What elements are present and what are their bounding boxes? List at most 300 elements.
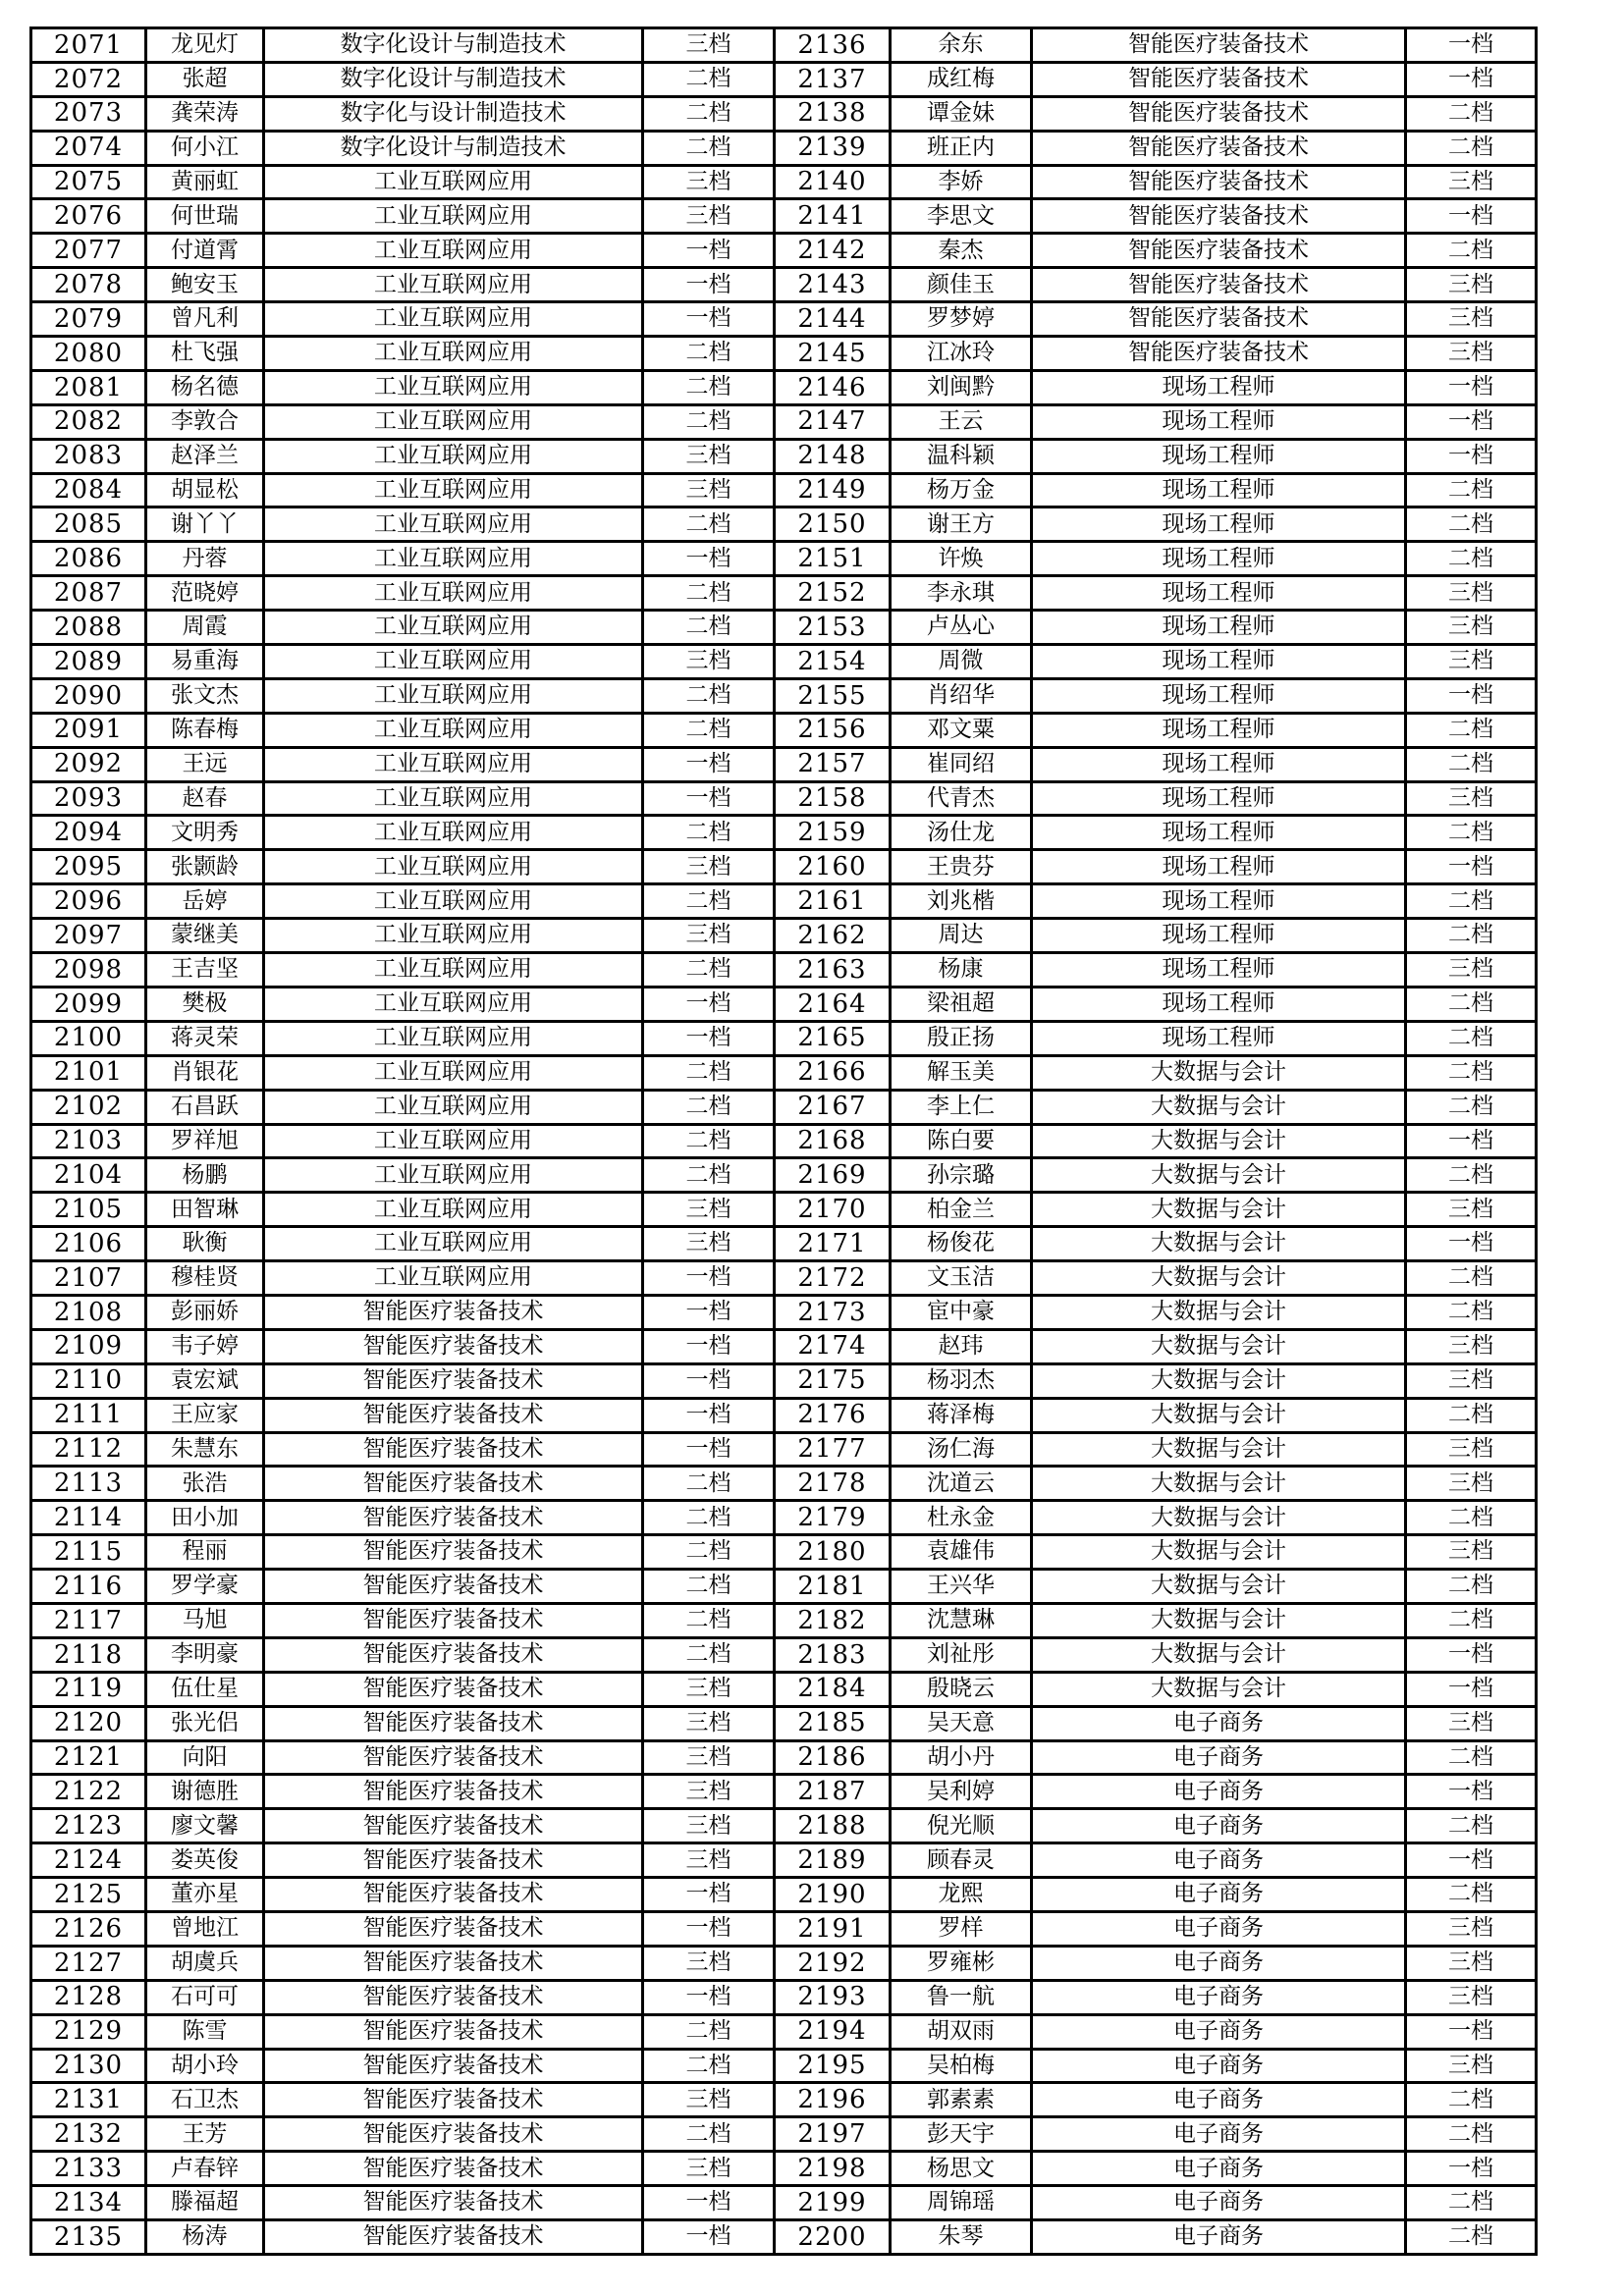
right-major-name: 智能医疗装备技术 xyxy=(1032,268,1406,302)
right-tier-label: 二档 xyxy=(1406,1809,1537,1843)
right-student-name: 成红梅 xyxy=(891,62,1032,96)
left-student-name: 石可可 xyxy=(146,1980,264,2014)
right-student-id: 2178 xyxy=(775,1467,891,1501)
right-student-name: 李上仁 xyxy=(891,1090,1032,1124)
right-student-id: 2151 xyxy=(775,542,891,576)
left-student-id: 2094 xyxy=(31,816,146,850)
right-major-name: 现场工程师 xyxy=(1032,953,1406,988)
right-student-name: 袁雄伟 xyxy=(891,1535,1032,1570)
right-student-id: 2193 xyxy=(775,1980,891,2014)
left-student-id: 2071 xyxy=(31,28,146,63)
left-student-id: 2125 xyxy=(31,1878,146,1912)
left-student-name: 范晓婷 xyxy=(146,576,264,611)
right-student-id: 2155 xyxy=(775,678,891,713)
right-major-name: 智能医疗装备技术 xyxy=(1032,131,1406,165)
left-student-id: 2116 xyxy=(31,1570,146,1604)
right-tier-label: 二档 xyxy=(1406,2117,1537,2152)
left-tier-label: 一档 xyxy=(643,747,775,781)
right-major-name: 现场工程师 xyxy=(1032,370,1406,404)
right-student-name: 解玉美 xyxy=(891,1055,1032,1090)
right-tier-label: 二档 xyxy=(1406,1021,1537,1055)
right-student-name: 杨万金 xyxy=(891,473,1032,507)
left-student-name: 石卫杰 xyxy=(146,2083,264,2117)
table-row xyxy=(31,987,1537,1021)
left-student-name: 李敦合 xyxy=(146,404,264,439)
left-student-id: 2095 xyxy=(31,850,146,884)
right-major-name: 大数据与会计 xyxy=(1032,1637,1406,1672)
right-major-name: 大数据与会计 xyxy=(1032,1193,1406,1227)
right-major-name: 现场工程师 xyxy=(1032,439,1406,473)
left-student-name: 黄丽虹 xyxy=(146,165,264,199)
left-major-name: 工业互联网应用 xyxy=(264,816,643,850)
right-student-name: 周微 xyxy=(891,645,1032,679)
right-student-name: 胡小丹 xyxy=(891,1740,1032,1775)
right-student-id: 2191 xyxy=(775,1911,891,1946)
right-student-name: 许焕 xyxy=(891,542,1032,576)
left-tier-label: 一档 xyxy=(643,1329,775,1363)
right-major-name: 现场工程师 xyxy=(1032,576,1406,611)
left-major-name: 工业互联网应用 xyxy=(264,1124,643,1158)
left-student-name: 何世瑞 xyxy=(146,199,264,234)
table-row xyxy=(31,96,1537,131)
right-major-name: 大数据与会计 xyxy=(1032,1363,1406,1398)
left-student-name: 谢丫丫 xyxy=(146,507,264,542)
right-tier-label: 二档 xyxy=(1406,816,1537,850)
table-row xyxy=(31,576,1537,611)
left-tier-label: 二档 xyxy=(643,1055,775,1090)
right-student-name: 余东 xyxy=(891,28,1032,63)
left-tier-label: 二档 xyxy=(643,2014,775,2049)
left-student-name: 罗祥旭 xyxy=(146,1124,264,1158)
right-student-name: 柏金兰 xyxy=(891,1193,1032,1227)
left-tier-label: 一档 xyxy=(643,542,775,576)
right-student-id: 2174 xyxy=(775,1329,891,1363)
right-tier-label: 二档 xyxy=(1406,1158,1537,1193)
right-student-id: 2187 xyxy=(775,1775,891,1809)
left-tier-label: 一档 xyxy=(643,1980,775,2014)
left-student-name: 彭丽娇 xyxy=(146,1295,264,1329)
left-student-name: 田智琳 xyxy=(146,1193,264,1227)
right-major-name: 现场工程师 xyxy=(1032,884,1406,919)
right-student-id: 2149 xyxy=(775,473,891,507)
left-student-id: 2114 xyxy=(31,1501,146,1535)
right-major-name: 大数据与会计 xyxy=(1032,1227,1406,1261)
right-major-name: 大数据与会计 xyxy=(1032,1124,1406,1158)
left-student-name: 赵春 xyxy=(146,781,264,816)
left-major-name: 工业互联网应用 xyxy=(264,542,643,576)
right-student-name: 蒋泽梅 xyxy=(891,1398,1032,1432)
left-tier-label: 二档 xyxy=(643,1090,775,1124)
right-student-id: 2199 xyxy=(775,2186,891,2220)
left-tier-label: 二档 xyxy=(643,1124,775,1158)
left-student-name: 谢德胜 xyxy=(146,1775,264,1809)
left-major-name: 工业互联网应用 xyxy=(264,884,643,919)
left-student-id: 2121 xyxy=(31,1740,146,1775)
left-student-id: 2084 xyxy=(31,473,146,507)
left-student-id: 2122 xyxy=(31,1775,146,1809)
right-major-name: 现场工程师 xyxy=(1032,611,1406,645)
right-student-name: 杨康 xyxy=(891,953,1032,988)
left-tier-label: 三档 xyxy=(643,850,775,884)
left-major-name: 工业互联网应用 xyxy=(264,1193,643,1227)
right-tier-label: 二档 xyxy=(1406,1501,1537,1535)
right-student-name: 梁祖超 xyxy=(891,987,1032,1021)
table-row xyxy=(31,611,1537,645)
left-major-name: 智能医疗装备技术 xyxy=(264,1570,643,1604)
right-student-name: 谭金妹 xyxy=(891,96,1032,131)
left-tier-label: 一档 xyxy=(643,2220,775,2255)
right-tier-label: 二档 xyxy=(1406,1295,1537,1329)
left-student-id: 2120 xyxy=(31,1706,146,1740)
right-major-name: 现场工程师 xyxy=(1032,404,1406,439)
table-row xyxy=(31,542,1537,576)
left-tier-label: 二档 xyxy=(643,404,775,439)
right-major-name: 现场工程师 xyxy=(1032,678,1406,713)
right-student-name: 文玉洁 xyxy=(891,1261,1032,1296)
right-student-id: 2181 xyxy=(775,1570,891,1604)
right-student-name: 鲁一航 xyxy=(891,1980,1032,2014)
table-row xyxy=(31,678,1537,713)
table-row xyxy=(31,850,1537,884)
left-student-id: 2107 xyxy=(31,1261,146,1296)
left-major-name: 智能医疗装备技术 xyxy=(264,2220,643,2255)
right-student-name: 刘闽黔 xyxy=(891,370,1032,404)
right-tier-label: 二档 xyxy=(1406,2220,1537,2255)
table-row xyxy=(31,1740,1537,1775)
left-student-name: 杜飞强 xyxy=(146,337,264,371)
right-student-id: 2185 xyxy=(775,1706,891,1740)
table-row xyxy=(31,1021,1537,1055)
table-row xyxy=(31,1398,1537,1432)
table-row xyxy=(31,337,1537,371)
right-student-id: 2194 xyxy=(775,2014,891,2049)
right-student-name: 罗梦婷 xyxy=(891,302,1032,337)
left-student-id: 2109 xyxy=(31,1329,146,1363)
left-student-id: 2098 xyxy=(31,953,146,988)
right-tier-label: 二档 xyxy=(1406,234,1537,268)
right-major-name: 大数据与会计 xyxy=(1032,1672,1406,1706)
right-student-id: 2169 xyxy=(775,1158,891,1193)
right-student-name: 杜永金 xyxy=(891,1501,1032,1535)
left-student-name: 滕福超 xyxy=(146,2186,264,2220)
left-major-name: 智能医疗装备技术 xyxy=(264,2083,643,2117)
right-student-id: 2152 xyxy=(775,576,891,611)
table-row xyxy=(31,62,1537,96)
right-student-name: 王贵芬 xyxy=(891,850,1032,884)
left-tier-label: 一档 xyxy=(643,2186,775,2220)
right-student-name: 颜佳玉 xyxy=(891,268,1032,302)
right-student-id: 2200 xyxy=(775,2220,891,2255)
left-major-name: 工业互联网应用 xyxy=(264,370,643,404)
right-student-name: 杨羽杰 xyxy=(891,1363,1032,1398)
right-student-name: 郭素素 xyxy=(891,2083,1032,2117)
table-row xyxy=(31,2220,1537,2255)
right-student-name: 赵玮 xyxy=(891,1329,1032,1363)
left-tier-label: 二档 xyxy=(643,953,775,988)
left-major-name: 智能医疗装备技术 xyxy=(264,1843,643,1878)
right-major-name: 大数据与会计 xyxy=(1032,1501,1406,1535)
left-student-name: 樊极 xyxy=(146,987,264,1021)
left-student-name: 杨名德 xyxy=(146,370,264,404)
left-student-id: 2097 xyxy=(31,919,146,953)
left-student-name: 娄英俊 xyxy=(146,1843,264,1878)
right-tier-label: 三档 xyxy=(1406,2049,1537,2083)
right-major-name: 电子商务 xyxy=(1032,1911,1406,1946)
left-major-name: 工业互联网应用 xyxy=(264,268,643,302)
right-student-id: 2143 xyxy=(775,268,891,302)
right-tier-label: 二档 xyxy=(1406,1261,1537,1296)
left-tier-label: 二档 xyxy=(643,507,775,542)
table-row xyxy=(31,919,1537,953)
left-major-name: 工业互联网应用 xyxy=(264,1261,643,1296)
right-major-name: 大数据与会计 xyxy=(1032,1570,1406,1604)
left-tier-label: 二档 xyxy=(643,1603,775,1637)
left-tier-label: 二档 xyxy=(643,884,775,919)
left-tier-label: 三档 xyxy=(643,1706,775,1740)
table-row xyxy=(31,507,1537,542)
left-tier-label: 二档 xyxy=(643,576,775,611)
left-tier-label: 三档 xyxy=(643,919,775,953)
left-student-id: 2096 xyxy=(31,884,146,919)
table-row xyxy=(31,1637,1537,1672)
right-student-id: 2156 xyxy=(775,713,891,747)
left-major-name: 智能医疗装备技术 xyxy=(264,1363,643,1398)
right-tier-label: 二档 xyxy=(1406,1603,1537,1637)
right-tier-label: 一档 xyxy=(1406,678,1537,713)
table-row xyxy=(31,2152,1537,2186)
right-student-id: 2153 xyxy=(775,611,891,645)
right-tier-label: 二档 xyxy=(1406,1055,1537,1090)
left-tier-label: 一档 xyxy=(643,1295,775,1329)
right-tier-label: 三档 xyxy=(1406,1911,1537,1946)
left-student-id: 2100 xyxy=(31,1021,146,1055)
right-tier-label: 二档 xyxy=(1406,884,1537,919)
left-major-name: 工业互联网应用 xyxy=(264,953,643,988)
left-student-name: 胡虞兵 xyxy=(146,1946,264,1980)
table-row xyxy=(31,1878,1537,1912)
right-student-id: 2197 xyxy=(775,2117,891,2152)
left-major-name: 工业互联网应用 xyxy=(264,919,643,953)
left-major-name: 工业互联网应用 xyxy=(264,1055,643,1090)
right-tier-label: 一档 xyxy=(1406,1227,1537,1261)
left-student-name: 杨鹏 xyxy=(146,1158,264,1193)
right-major-name: 电子商务 xyxy=(1032,1878,1406,1912)
left-student-name: 易重海 xyxy=(146,645,264,679)
right-student-id: 2189 xyxy=(775,1843,891,1878)
table-row xyxy=(31,1535,1537,1570)
left-student-id: 2090 xyxy=(31,678,146,713)
left-tier-label: 一档 xyxy=(643,1261,775,1296)
left-tier-label: 三档 xyxy=(643,1740,775,1775)
left-tier-label: 一档 xyxy=(643,1398,775,1432)
right-major-name: 电子商务 xyxy=(1032,2220,1406,2255)
right-tier-label: 二档 xyxy=(1406,542,1537,576)
table-row xyxy=(31,1570,1537,1604)
left-tier-label: 一档 xyxy=(643,987,775,1021)
left-major-name: 工业互联网应用 xyxy=(264,473,643,507)
right-student-id: 2183 xyxy=(775,1637,891,1672)
table-row xyxy=(31,439,1537,473)
right-major-name: 智能医疗装备技术 xyxy=(1032,199,1406,234)
left-student-id: 2073 xyxy=(31,96,146,131)
left-student-name: 周霞 xyxy=(146,611,264,645)
table-row xyxy=(31,713,1537,747)
left-student-name: 付道霄 xyxy=(146,234,264,268)
table-row xyxy=(31,131,1537,165)
right-tier-label: 一档 xyxy=(1406,199,1537,234)
right-tier-label: 一档 xyxy=(1406,850,1537,884)
right-student-name: 殷正扬 xyxy=(891,1021,1032,1055)
left-student-id: 2103 xyxy=(31,1124,146,1158)
right-major-name: 电子商务 xyxy=(1032,2117,1406,2152)
left-major-name: 智能医疗装备技术 xyxy=(264,1398,643,1432)
left-student-id: 2118 xyxy=(31,1637,146,1672)
left-major-name: 工业互联网应用 xyxy=(264,1158,643,1193)
left-student-name: 廖文馨 xyxy=(146,1809,264,1843)
left-student-name: 伍仕星 xyxy=(146,1672,264,1706)
table-row xyxy=(31,1227,1537,1261)
right-tier-label: 一档 xyxy=(1406,1124,1537,1158)
right-student-name: 孙宗璐 xyxy=(891,1158,1032,1193)
right-student-id: 2190 xyxy=(775,1878,891,1912)
table-row xyxy=(31,645,1537,679)
left-major-name: 工业互联网应用 xyxy=(264,1090,643,1124)
left-student-name: 曾凡利 xyxy=(146,302,264,337)
left-student-id: 2078 xyxy=(31,268,146,302)
left-tier-label: 二档 xyxy=(643,370,775,404)
left-tier-label: 二档 xyxy=(643,2049,775,2083)
right-student-id: 2195 xyxy=(775,2049,891,2083)
right-student-id: 2141 xyxy=(775,199,891,234)
left-student-name: 王芳 xyxy=(146,2117,264,2152)
right-student-id: 2175 xyxy=(775,1363,891,1398)
table-row xyxy=(31,1843,1537,1878)
right-tier-label: 二档 xyxy=(1406,1398,1537,1432)
right-student-id: 2166 xyxy=(775,1055,891,1090)
right-tier-label: 三档 xyxy=(1406,1467,1537,1501)
left-student-id: 2131 xyxy=(31,2083,146,2117)
right-tier-label: 二档 xyxy=(1406,1740,1537,1775)
table-row xyxy=(31,1295,1537,1329)
right-tier-label: 二档 xyxy=(1406,2186,1537,2220)
right-major-name: 智能医疗装备技术 xyxy=(1032,234,1406,268)
right-student-name: 李永琪 xyxy=(891,576,1032,611)
left-student-name: 肖银花 xyxy=(146,1055,264,1090)
left-student-name: 田小加 xyxy=(146,1501,264,1535)
right-major-name: 大数据与会计 xyxy=(1032,1158,1406,1193)
left-tier-label: 三档 xyxy=(643,2083,775,2117)
left-student-name: 胡小玲 xyxy=(146,2049,264,2083)
right-tier-label: 二档 xyxy=(1406,919,1537,953)
right-student-name: 杨俊花 xyxy=(891,1227,1032,1261)
table-row xyxy=(31,953,1537,988)
right-student-name: 汤仁海 xyxy=(891,1432,1032,1467)
right-tier-label: 三档 xyxy=(1406,576,1537,611)
right-tier-label: 一档 xyxy=(1406,2014,1537,2049)
right-student-id: 2145 xyxy=(775,337,891,371)
left-major-name: 智能医疗装备技术 xyxy=(264,1809,643,1843)
left-student-id: 2132 xyxy=(31,2117,146,2152)
table-row xyxy=(31,199,1537,234)
right-major-name: 智能医疗装备技术 xyxy=(1032,337,1406,371)
left-major-name: 工业互联网应用 xyxy=(264,507,643,542)
right-student-id: 2192 xyxy=(775,1946,891,1980)
left-tier-label: 二档 xyxy=(643,1501,775,1535)
right-student-name: 宦中豪 xyxy=(891,1295,1032,1329)
left-student-name: 朱慧东 xyxy=(146,1432,264,1467)
right-tier-label: 一档 xyxy=(1406,28,1537,63)
left-student-id: 2112 xyxy=(31,1432,146,1467)
right-tier-label: 一档 xyxy=(1406,1843,1537,1878)
left-student-name: 何小江 xyxy=(146,131,264,165)
right-student-name: 王兴华 xyxy=(891,1570,1032,1604)
left-major-name: 工业互联网应用 xyxy=(264,713,643,747)
left-student-name: 王远 xyxy=(146,747,264,781)
right-student-id: 2198 xyxy=(775,2152,891,2186)
table-row xyxy=(31,1363,1537,1398)
left-major-name: 工业互联网应用 xyxy=(264,850,643,884)
right-tier-label: 三档 xyxy=(1406,165,1537,199)
right-major-name: 电子商务 xyxy=(1032,1809,1406,1843)
left-student-name: 张超 xyxy=(146,62,264,96)
right-student-id: 2179 xyxy=(775,1501,891,1535)
right-student-name: 朱琴 xyxy=(891,2220,1032,2255)
right-major-name: 智能医疗装备技术 xyxy=(1032,62,1406,96)
table-row xyxy=(31,1672,1537,1706)
table-row xyxy=(31,816,1537,850)
left-student-name: 陈雪 xyxy=(146,2014,264,2049)
table-row xyxy=(31,1911,1537,1946)
left-tier-label: 三档 xyxy=(643,1775,775,1809)
left-major-name: 智能医疗装备技术 xyxy=(264,1740,643,1775)
left-student-id: 2117 xyxy=(31,1603,146,1637)
right-student-name: 沈慧琳 xyxy=(891,1603,1032,1637)
right-major-name: 电子商务 xyxy=(1032,2049,1406,2083)
left-tier-label: 二档 xyxy=(643,337,775,371)
left-student-name: 石昌跃 xyxy=(146,1090,264,1124)
right-major-name: 智能医疗装备技术 xyxy=(1032,28,1406,63)
right-tier-label: 三档 xyxy=(1406,1946,1537,1980)
right-student-name: 崔同绍 xyxy=(891,747,1032,781)
left-student-id: 2133 xyxy=(31,2152,146,2186)
right-student-id: 2196 xyxy=(775,2083,891,2117)
left-major-name: 智能医疗装备技术 xyxy=(264,1980,643,2014)
left-tier-label: 一档 xyxy=(643,1911,775,1946)
right-student-name: 周锦瑶 xyxy=(891,2186,1032,2220)
left-student-name: 耿衡 xyxy=(146,1227,264,1261)
right-student-id: 2157 xyxy=(775,747,891,781)
left-student-id: 2102 xyxy=(31,1090,146,1124)
right-tier-label: 二档 xyxy=(1406,1878,1537,1912)
left-student-id: 2086 xyxy=(31,542,146,576)
right-major-name: 现场工程师 xyxy=(1032,713,1406,747)
right-student-name: 陈白要 xyxy=(891,1124,1032,1158)
left-major-name: 智能医疗装备技术 xyxy=(264,1329,643,1363)
right-student-id: 2173 xyxy=(775,1295,891,1329)
right-student-name: 吴柏梅 xyxy=(891,2049,1032,2083)
left-student-name: 赵泽兰 xyxy=(146,439,264,473)
right-student-id: 2148 xyxy=(775,439,891,473)
table-row xyxy=(31,165,1537,199)
left-major-name: 数字化设计与制造技术 xyxy=(264,62,643,96)
right-tier-label: 三档 xyxy=(1406,781,1537,816)
right-student-id: 2144 xyxy=(775,302,891,337)
left-student-id: 2123 xyxy=(31,1809,146,1843)
table-row xyxy=(31,1090,1537,1124)
right-major-name: 智能医疗装备技术 xyxy=(1032,302,1406,337)
table-row xyxy=(31,302,1537,337)
left-major-name: 工业互联网应用 xyxy=(264,987,643,1021)
